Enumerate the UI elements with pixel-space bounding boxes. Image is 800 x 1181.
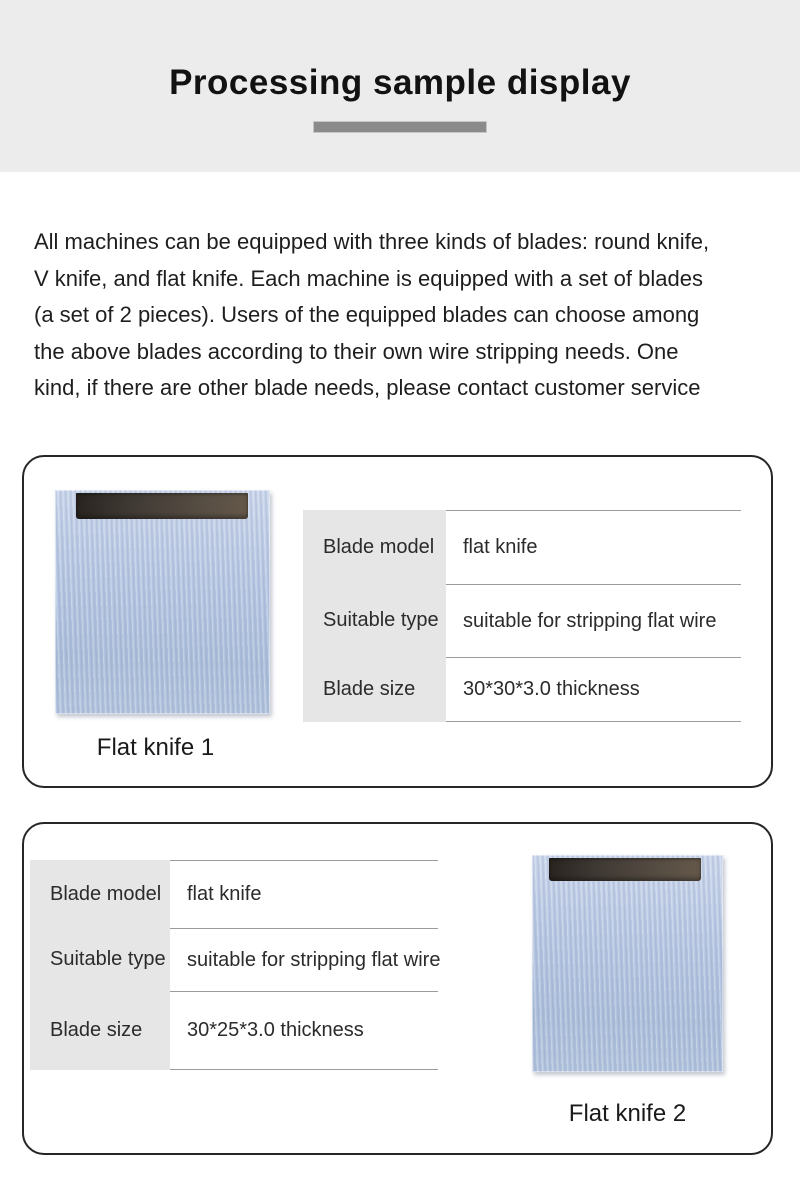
spec-label: Blade model bbox=[30, 860, 170, 928]
blade-photo-1 bbox=[55, 490, 270, 762]
intro-line: kind, if there are other blade needs, please contact customer service bbox=[34, 375, 701, 400]
spec-value: flat knife bbox=[170, 860, 438, 928]
spec-value: 30*25*3.0 thickness bbox=[170, 991, 438, 1070]
blade-slot-notch bbox=[549, 858, 701, 881]
spec-value: suitable for stripping flat wire bbox=[446, 584, 741, 657]
product-card-flat-knife-1 bbox=[22, 455, 773, 788]
spec-label: Blade model bbox=[303, 510, 446, 584]
spec-table-1 bbox=[303, 510, 741, 722]
intro-line: All machines can be equipped with three kinds of blades: round knife, bbox=[34, 229, 710, 254]
intro-line: V knife, and flat knife. Each machine is equipped with a set of blades bbox=[34, 265, 703, 291]
spec-value: flat knife bbox=[446, 510, 741, 584]
spec-label: Blade size bbox=[30, 991, 170, 1070]
spec-value: 30*30*3.0 thickness bbox=[446, 657, 741, 722]
spec-label: Suitable type bbox=[30, 928, 170, 991]
spec-label: Blade size bbox=[303, 657, 446, 722]
header-banner bbox=[0, 0, 800, 172]
spec-table-2 bbox=[30, 860, 441, 1070]
title-underline-bar bbox=[313, 121, 487, 133]
blade-surface bbox=[55, 490, 270, 714]
page-title: Processing sample display bbox=[169, 63, 631, 102]
intro-paragraph bbox=[34, 224, 786, 407]
spec-label: Suitable type bbox=[303, 584, 446, 657]
blade-photo-2 bbox=[532, 855, 723, 1128]
product-card-flat-knife-2 bbox=[22, 822, 773, 1155]
photo-caption: Flat knife 2 bbox=[568, 1100, 687, 1127]
blade-slot-notch bbox=[76, 493, 248, 519]
photo-caption: Flat knife 1 bbox=[96, 734, 215, 761]
intro-line: (a set of 2 pieces). Users of the equipped blades can choose among bbox=[34, 302, 700, 327]
intro-line: the above blades according to their own wire stripping needs. One bbox=[34, 338, 679, 364]
blade-surface bbox=[532, 855, 723, 1072]
spec-value: suitable for stripping flat wire bbox=[170, 928, 438, 991]
